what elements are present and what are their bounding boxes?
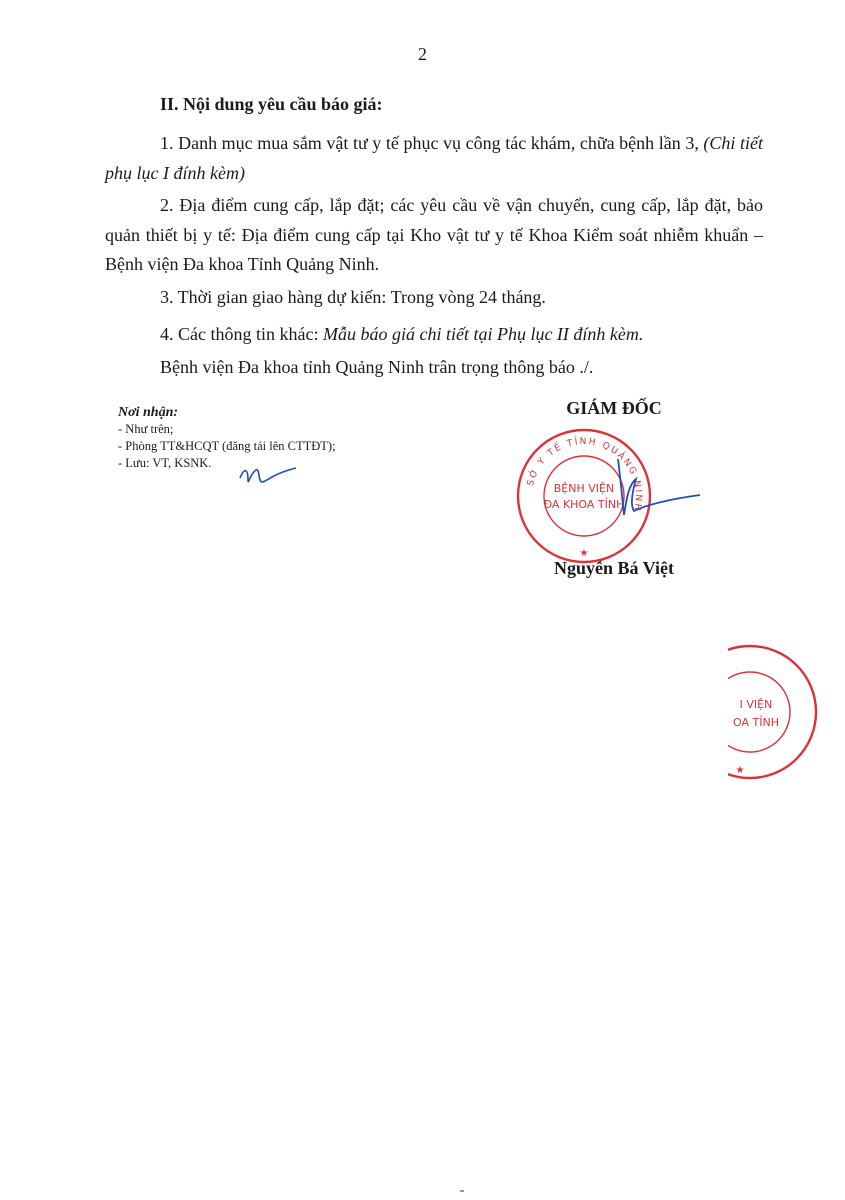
closing-paragraph — [105, 353, 763, 383]
recipient-line-3: - Lưu: VT, KSNK. — [118, 456, 212, 470]
initials-mark — [236, 460, 298, 495]
item-2-text: 2. Địa điểm cung cấp, lắp đặt; các yêu cầu về vận chuyển, cung cấp, lắp đặt, bảo quản thiết bị y tế: Địa điểm cung cấp tại Kho vật tư y tế Khoa Kiểm soát nhiễm khuẩn – Bệnh viện Đa khoa Tỉnh Quảng Ninh. — [105, 195, 763, 274]
item-4-text: 4. Các thông tin khác: — [160, 324, 323, 344]
item-2-paragraph — [105, 191, 763, 280]
seal-ring-text: SỞ Y TẾ TỈNH QUẢNG NINH — [526, 436, 644, 514]
recipient-line-2: - Phòng TT&HCQT (đăng tải lên CTTĐT); — [118, 439, 336, 453]
item-1-text: 1. Danh mục mua sắm vật tư y tế phục vụ công tác khám, chữa bệnh lần 3, — [160, 133, 704, 153]
partial-seal-line-2: OA TỈNH — [733, 716, 779, 729]
svg-text:★: ★ — [735, 765, 745, 776]
recipients-block — [118, 404, 336, 472]
svg-text:★: ★ — [579, 548, 589, 559]
item-4-paragraph — [105, 320, 763, 350]
signer-role: GIÁM ĐỐC — [566, 398, 662, 418]
signature — [600, 455, 704, 530]
item-1-italic-note: (Chi tiết phụ lục I đính kèm) — [105, 133, 763, 183]
item-1-paragraph — [105, 129, 763, 188]
item-3-text: 3. Thời gian giao hàng dự kiến: Trong vòng 24 tháng. — [160, 287, 546, 307]
signer-name: Nguyễn Bá Việt — [553, 558, 674, 578]
page-number: 2 — [418, 44, 427, 64]
partial-seal-line-1: I VIỆN — [739, 698, 773, 711]
recipients-title: Nơi nhận: — [118, 405, 179, 420]
item-4-italic-note: Mẫu báo giá chi tiết tại Phụ lục II đính kèm. — [322, 324, 644, 344]
item-3-paragraph — [105, 283, 763, 313]
recipient-line-1: - Như trên; — [118, 422, 174, 436]
seal-line-1: BỆNH VIỆN — [553, 482, 615, 495]
seal-line-2: ĐA KHOA TỈNH — [543, 498, 625, 511]
partial-overlap-seal — [728, 640, 845, 785]
closing-text: Bệnh viện Đa khoa tỉnh Quảng Ninh trân trọng thông báo ./. — [160, 357, 594, 377]
section-heading: II. Nội dung yêu cầu báo giá: — [160, 94, 383, 114]
scan-speck — [460, 1190, 464, 1192]
